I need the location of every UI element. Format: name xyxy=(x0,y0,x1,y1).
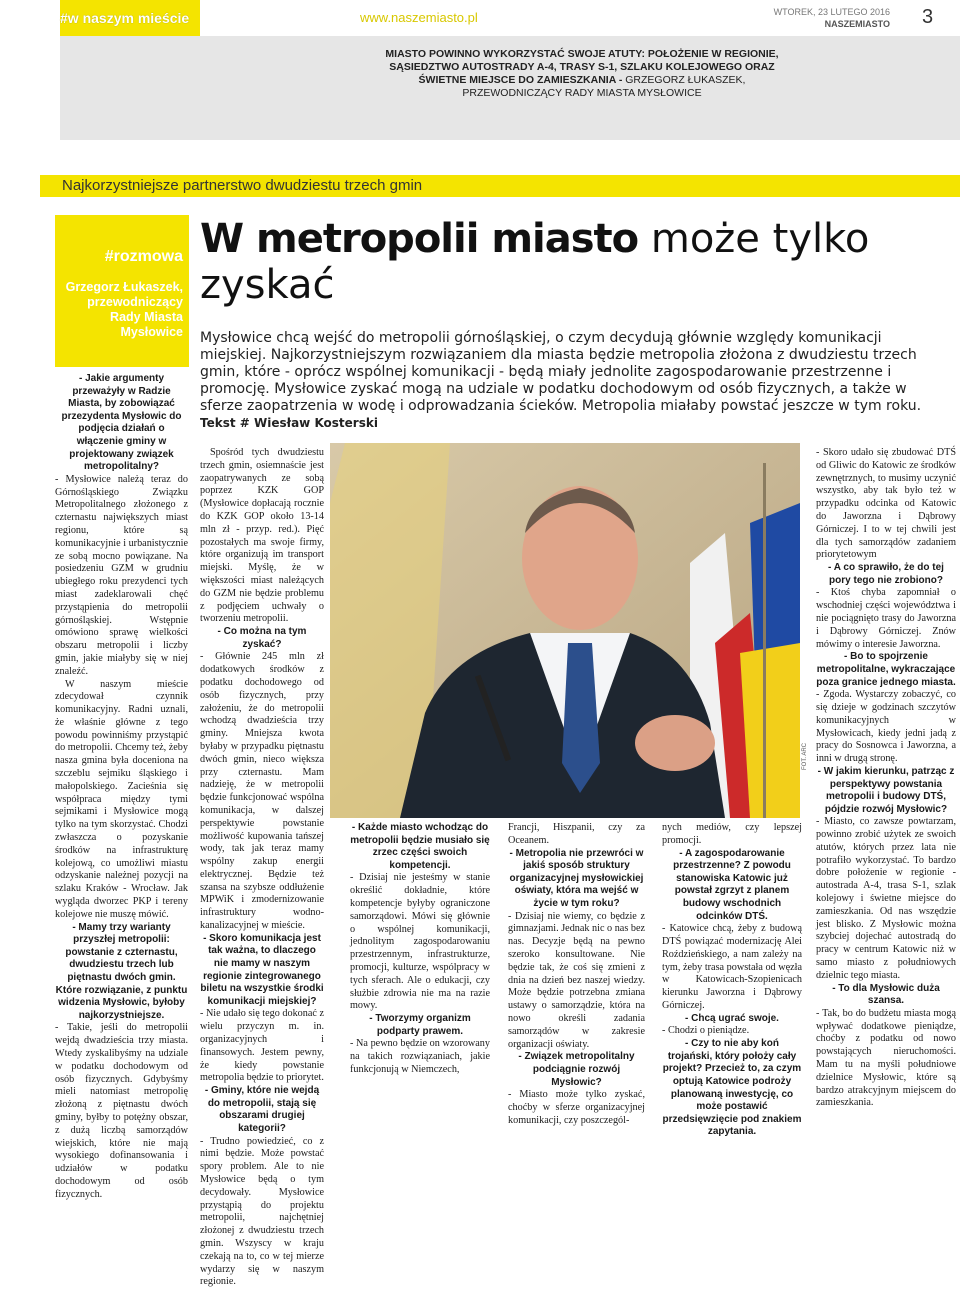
answer-text: - Na pewno będzie on wzorowany na takich rozwiązaniach, jakie funkcjonują w Niemczech, xyxy=(350,1038,490,1075)
page-number: 3 xyxy=(922,6,934,28)
answer-text: - Takie, jeśli do metropolii wejdą dwadzieścia trzy miasta. Wtedy zyskalibyśmy na udziale w podatku dochodowym od osób fizycznych. Gdybyśmy mieli natomiast metropolię złożoną z piętnastu dwóch gminy, byłby to potężny obszar, z dużą liczbą samorządów wiejskich, które nie mają wysokiego dofinansowania i udziałów w podatku dochodowym od osób fizycznych. xyxy=(55,1022,188,1200)
question-2: - Mamy trzy warianty przyszłej metropolii: powstanie z czternastu, dwudziestu trzech lub piętnastu dwóch gmin. Które rozwiązanie, z punktu widzenia Mysłowic, byłoby najkorzystniejsze. xyxy=(55,921,188,1021)
answer-text: - Tak, bo do budżetu miasta mogą wpływać dodatkowe pieniądze, choćby z podatku od nowo powstających nieruchomości. Mam tu na myśli południowe dzielnice Mysłowic, które są bardzo atrakcyjnym miejscem do zamieszkania. xyxy=(816,1007,956,1109)
portrait-photo-icon xyxy=(330,443,800,818)
portrait-photo xyxy=(330,443,800,818)
top-quote-text: MIASTO POWINNO WYKORZYSTAĆ SWOJE ATUTY: POŁOŻENIE W REGIONIE, SĄSIEDZTWO AUTOSTRADY A-4, TRASY S-1, SZLAKU KOLEJOWEGO ORAZ ŚWIETNE MIEJSCE DO ZAMIESZKANIA - xyxy=(385,48,779,86)
question-3: - Co można na tym zyskać? xyxy=(217,626,307,650)
answer-text: W naszym mieście zdecydował czynnik komunikacyjny. Radni uznali, że właśnie główne z tego powodu powinniśmy przystąpić do metropolii. Chcemy też, żeby nasza gmina była doceniona na szczeblu sejmiku śląskiego i małopolskiego. Zacieśnia się współpraca między tymi sejmikami i Mysłowice mogą tylko na tym skorzystać. Chodzi zwłaszcza o pozyskanie środków na infrastrukturę kolejową, co umożliwi miastu odzyskanie należnej pozycji na szlaku Kraków - Wrocław. Jak wygląda dworzec PKP i tereny kolejowe nie muszę mówić. xyxy=(55,678,188,920)
question-13: - A co sprawiło, że do tej pory tego nie zrobiono? xyxy=(828,562,944,586)
question-9: - Związek metropolitalny podciągnie rozwój Mysłowic? xyxy=(518,1051,635,1088)
question-14: - Bo to spojrzenie metropolitalne, wykraczające poza granice jednego miasta. xyxy=(816,651,956,688)
headline-light: może tylko zyskać xyxy=(200,216,870,308)
answer-text: - Trudno powiedzieć, co z nimi będzie. Może powstać spory problem. Ale to nie Mysłowice będą o tym decydowały. Mysłowice przystąpią do projektu metropolii, najchętniej złożonej z dwudziestu trzech gmin. Wszyscy w kraju czekają na to, co w tej mierze wydarzy się w naszym regionie. xyxy=(200,1135,324,1288)
answer-text: Francji, Hiszpanii, czy za Oceanem. xyxy=(508,822,645,846)
answer-text: - Miasto może tylko zyskać, choćby w sferze organizacyjnej komunikacji, czy poszczegól- xyxy=(508,1089,645,1126)
column-3 xyxy=(350,822,490,1077)
column-4 xyxy=(508,822,645,1128)
question-16: - To dla Mysłowic duża szansa. xyxy=(832,982,940,1007)
top-quote xyxy=(372,48,792,100)
question-12: - Czy to nie aby koń trojański, który położy cały projekt? Przecież to, za czym optują Katowice podroży planowaną inwestycję, co może postawić przedsięwzięcie pod znakiem zapytania. xyxy=(662,1038,802,1138)
section-title: Najkorzystniejsze partnerstwo dwudziestu trzech gmin xyxy=(40,175,960,197)
headline xyxy=(200,216,920,308)
photo-credit: FOT. ARC xyxy=(802,742,808,770)
answer-text: - Skoro udało się zbudować DTŚ od Gliwic do Katowic ze środków zewnętrznych, to musimy uczynić wszystko, aby tak było też w przypadku odcinka od Katowic do Jaworzna i Dąbrowy Górniczej. I to w tej chwili jest dla tych samorządów zadaniem priorytetowym xyxy=(816,447,956,561)
answer-text: - Katowice chcą, żeby z budową DTŚ powiązać modernizację Alei Roździeńskiego, a nam zależy na tym, żeby trasa powstała od węzła w Katowicach-Szopienicach kierunku Jaworzna i Dąbrowy Górniczej. xyxy=(662,923,802,1011)
answer-text: - Nie udało się tego dokonać z wielu przyczyn m. in. organizacyjnych i finansowych. Jestem pewny, że kiedy powstanie metropolia będzie to priorytet. xyxy=(200,1008,324,1084)
answer-text: - Mysłowice należą teraz do Górnośląskiego Związku Metropolitalnego złożonego z czternastu największych miast regionu, które są komunikacyjnie i urbanistycznie ze sobą mocno powiązane. Na posiedzeniu GZM w grudniu ubiegłego roku prezydenci tych miast zadeklarowali chęć przystąpienia do metropolii górnośląskiej. Wstępnie omówiono sprawę wielkości obszaru metropolii i liczby gmin, jakie miałyby się w niej znaleźć. xyxy=(55,473,188,677)
top-quote-author: GRZEGORZ ŁUKASZEK, PRZEWODNICZĄCY RADY MIASTA MYSŁOWICE xyxy=(462,74,746,99)
issue-date: WTOREK, 23 LUTEGO 2016 xyxy=(773,7,890,17)
column-2 xyxy=(200,447,324,1289)
standfirst xyxy=(200,330,940,432)
answer-text: - Miasto, co zawsze powtarzam, powinno zrobić użytek ze swoich atutów, których przez lata nie potrafiło wykorzystać. To bardzo dobre położenie w regionie - autostrada A-4, trasa S-1, szlak kolejowy i świetne miejsce do zamieszkania. Od nas wszędzie jest blisko. Z Mysłowic można szybciej dojechać autostradą do pracy w centrum Katowic niż w samo miasto z południowych dzielnic tego miasta. xyxy=(816,816,956,981)
answer-text: - Zgoda. Wystarczy zobaczyć, co się dzieje w godzinach szczytów komunikacyjnych w Mysłowicach, kiedy jedni jadą z pracy do Sosnowca i Jaworzna, a inni w drugą stronę. xyxy=(816,689,956,765)
publication-name: NASZEMIASTO xyxy=(824,19,890,29)
answer-text: - Chodzi o pieniądze. xyxy=(662,1025,750,1037)
site-url[interactable]: www.naszemiasto.pl xyxy=(360,10,478,25)
issue-date-block xyxy=(760,6,890,30)
question-6: - Każde miasto wchodząc do metropolii będzie musiało się zrzec części swoich kompetencji. xyxy=(350,822,490,871)
answer-text: Spośród tych dwudziestu trzech gmin, osiemnaście jest zaopatrywanych ze sobą poprzez KZK GOP (Mysłowice dopłacają rocznie do KZK GOP około 13-14 mln zł - przyp. red.). Pięć pozostałych ma swoje firmy, które organizują im transport miejski. Myślę, że w większości miast należących do GZM nie będzie problemu z podjęciem uchwały o tworzeniu metropolii. xyxy=(200,447,324,625)
section-tag xyxy=(60,0,200,36)
interviewee-name: Grzegorz Łukaszek, przewodniczący Rady Miasta Mysłowice xyxy=(65,280,183,339)
question-8: - Metropolia nie przewróci w jakiś sposób struktury organizacyjnej mysłowickiej oświaty, która ma wejść w życie w tym roku? xyxy=(509,847,644,909)
question-4: - Skoro komunikacja jest tak ważna, to dlaczego nie mamy w naszym regionie zintegrowanego biletu na wszystkie środki komunikacji miejskiej? xyxy=(200,932,324,1007)
answer-text: - Dzisiaj nie jesteśmy w stanie określić dokładnie, które kompetencje byłyby ograniczone samorządowi. Mówi się głównie o wspólnej komunikacji, jednolitym zagospodarowaniu przestrzennym, infrastrukturze, promocji, kulturze, wspólpracy w tych sferach. Ale o edukacji, czy służbie zdrowia nie ma na razie mowy. xyxy=(350,872,490,1012)
question-5: - Gminy, które nie wejdą do metropolii, stają się obszarami drugiej kategorii? xyxy=(204,1085,320,1134)
column-1 xyxy=(55,373,188,1202)
column-6 xyxy=(816,447,956,1110)
question-10: - A zagospodarowanie przestrzenne? Z powodu stanowiska Katowic już powstał zgrzyt z planem budowy wschodnich odcinków DTŚ. xyxy=(673,847,791,922)
question-7: - Tworzymy organizm podparty prawem. xyxy=(369,1013,471,1037)
column-5 xyxy=(662,822,802,1139)
answer-text: - Dzisiaj nie wiemy, co będzie z gimnazjami. Jednak nic o nas bez nas. Decyzje będą na pewno szeroko konsultowane. Nie będzie tak, że coś się zmieni z dnia na dzień bez naszej wiedzy. Może będzie potrzebna zmiana ustawy o samorządzie, która na nowo określi zadania samorządów w zakresie organizacji oświaty. xyxy=(508,910,645,1050)
answer-text: nych mediów, czy lepszej promocji. xyxy=(662,822,802,846)
answer-text: - Ktoś chyba zapomniał o wschodniej części województwa i nie pociągnięto trasy do Jaworzna i Dąbrowy Górniczej. Znów mówimy o interesie Jaworzna. xyxy=(816,587,956,650)
headline-bold: W metropolii miasto xyxy=(200,216,639,262)
standfirst-text: Mysłowice chcą wejść do metropolii górnośląskiej, o czym decydują głównie względy komunikacji miejskiej. Najkorzystniejszym rozwiązaniem dla miasta będzie metropolia złożona z dwudziestu trzech gmin, które - oprócz wspólnej komunikacji - będą miały jednolite zagospodarowanie przestrzenne i promocję. Mysłowice zyskać mogą na udziale w podatku dochodowym od osób fizycznych, a także w sferze zaopatrzenia w wodę i odprowadzania ścieków. Metropolia miałaby powstać jeszcze w tym roku. xyxy=(200,330,922,414)
question-11: - Chcą ugrać swoje. xyxy=(685,1012,779,1024)
byline: Tekst # Wiesław Kosterski xyxy=(200,416,378,430)
question-15: - W jakim kierunku, patrząc z perspektywy powstania metropolii i budowy DTŚ, pójdzie rozwój Mysłowic? xyxy=(817,765,955,815)
interview-tag: #rozmowa xyxy=(104,248,183,265)
answer-text: - Głównie 245 mln zł dodatkowych środków z podatku dochodowego od osób fizycznych, przy założeniu, że do metropolii wchodzą dwadzieścia trzy gminy. Mniejsza kwota byłaby w przypadku piętnastu dwóch gmin, nieco większa przy czternastu. Mam nadzieję, że w metropolii będzie funkcjonować wspólna komunikacja, w dalszej perspektywie powstanie możliwość kupowania tańszej wody, tak jak teraz mamy wspólny zakup energii elektrycznej. Będzie też szansa na szybsze oddłużenie MPWiK i zmodernizowanie infrastruktury wodno-kanalizacyjnej w mieście. xyxy=(200,651,324,932)
section-tag-label: #w naszym mieście xyxy=(60,10,190,26)
question-1: - Jakie argumenty przeważyły w Radzie Miasta, by zobowiązać przezydenta Mysłowic do podjęcia działań o włączenie gminy w projektowany związek metropolitalny? xyxy=(61,373,182,473)
